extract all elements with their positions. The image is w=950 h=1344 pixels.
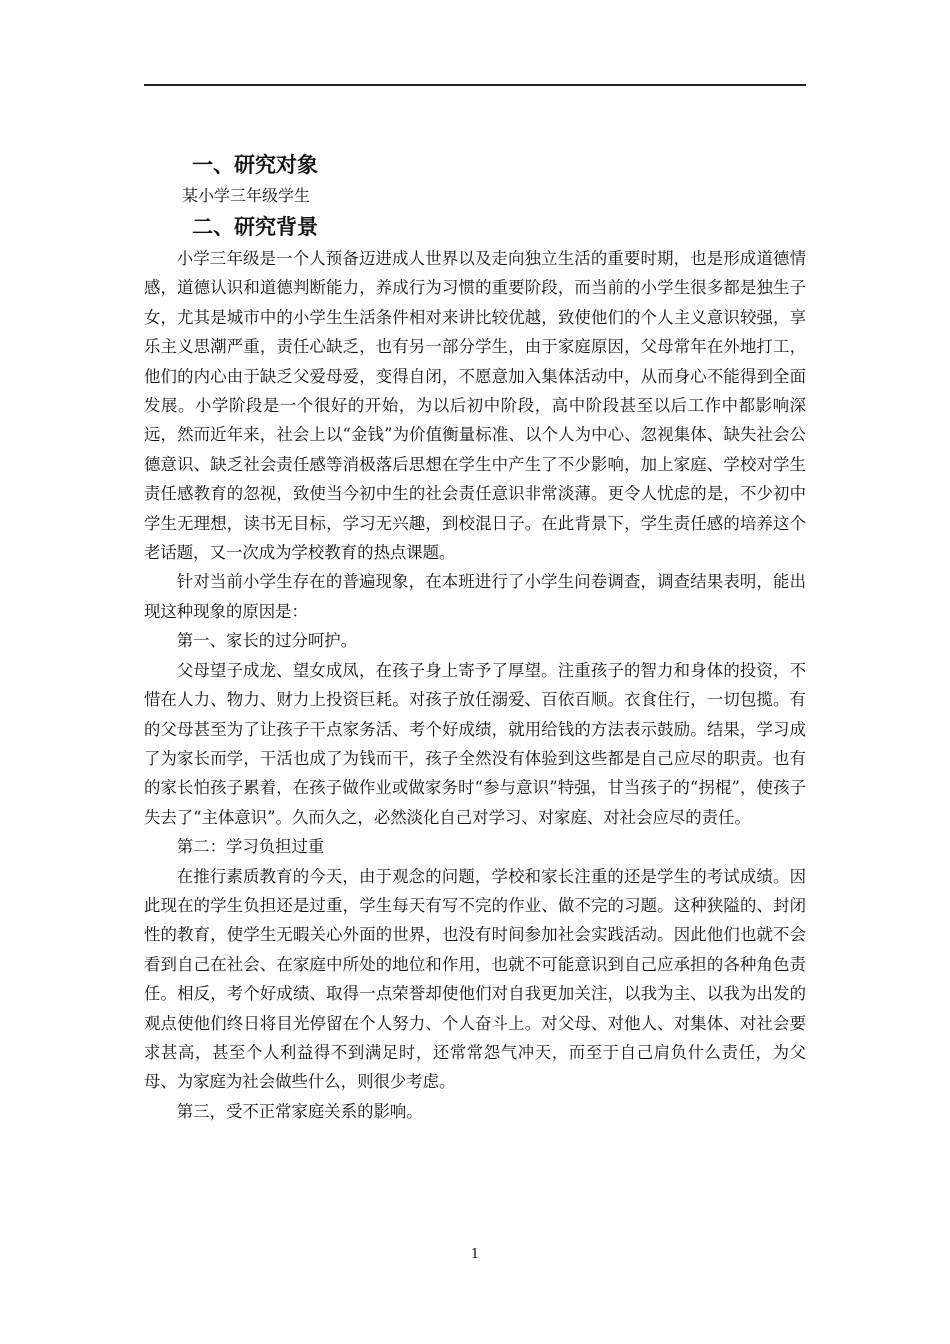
reason-1-title: 第一、家长的过分呵护。 xyxy=(176,631,358,651)
page-number: 1 xyxy=(470,1247,480,1262)
reason-2-paragraph: 在推行素质教育的今天，由于观念的问题，学校和家长注重的还是学生的考试成绩。因此现在的学生负担还是过重，学生每天有写不完的作业、做不完的习题。这种狭隘的、封闭性的教育，使学生无暇关心外面的世界，也没有时间参加社会实践活动。因此他们也就不会看到自己在社会、在家庭中所处的地位和作用，也就不可能意识到自己应承担的各种角色责任。相反，考个好成绩、取得一点荣誉却使他们对自我更加关注，以我为主、以我为出发的观点使他们终日将目光停留在个人努力、个人奋斗上。对父母、对他人、对集体、对社会要求甚高，甚至个人利益得不到满足时，还常常怨气冲天，而至于自己肩负什么责任，为父母、为家庭为社会做些什么，则很少考虑。 xyxy=(144,866,806,1092)
section-heading-research-subject: 一、研究对象 xyxy=(192,153,318,177)
research-subject-text: 某小学三年级学生 xyxy=(182,186,311,205)
section-heading-research-background: 二、研究背景 xyxy=(192,215,318,239)
survey-paragraph: 针对当前小学生存在的普遍现象，在本班进行了小学生问卷调查，调查结果表明，能出现这种现象的原因是： xyxy=(144,572,806,621)
document-body xyxy=(144,148,806,1126)
header-rule xyxy=(144,84,806,86)
background-paragraph: 小学三年级是一个人预备迈进成人世界以及走向独立生活的重要时期，也是形成道德情感，道德认识和道德判断能力，养成行为习惯的重要阶段，而当前的小学生很多都是独生子女，尤其是城市中的小学生生活条件相对来讲比较优越，致使他们的个人主义意识较强，享乐主义思潮严重，责任心缺乏，也有另一部分学生，由于家庭原因，父母常年在外地打工，他们的内心由于缺乏父爱母爱，变得自闭，不愿意加入集体活动中，从而身心不能得到全面发展。小学阶段是一个很好的开始，为以后初中阶段，高中阶段甚至以后工作中都影响深远，然而近年来，社会上以“金钱”为价值衡量标准、以个人为中心、忽视集体、缺失社会公德意识、缺乏社会责任感等消极落后思想在学生中产生了不少影响，加上家庭、学校对学生责任感教育的忽视，致使当今初中生的社会责任意识非常淡薄。更令人忧虑的是，不少初中学生无理想，读书无目标，学习无兴趣，到校混日子。在此背景下，学生责任感的培养这个老话题，又一次成为学校教育的热点课题。 xyxy=(144,249,806,563)
reason-2-title: 第二：学习负担过重 xyxy=(176,837,325,857)
reason-3-title: 第三，受不正常家庭关系的影响。 xyxy=(176,1101,423,1121)
reason-1-paragraph: 父母望子成龙、望女成凤，在孩子身上寄予了厚望。注重孩子的智力和身体的投资，不惜在人力、物力、财力上投资巨耗。对孩子放任溺爱、百依百顺。衣食住行，一切包揽。有的父母甚至为了让孩子干点家务活、考个好成绩，就用给钱的方法表示鼓励。结果，学习成了为家长而学，干活也成了为钱而干，孩子全然没有体验到这些都是自己应尽的职责。也有的家长怕孩子累着，在孩子做作业或做家务时“参与意识”特强，甘当孩子的“拐棍”，使孩子失去了“主体意识”。久而久之，必然淡化自己对学习、对家庭、对社会应尽的责任。 xyxy=(144,660,806,827)
